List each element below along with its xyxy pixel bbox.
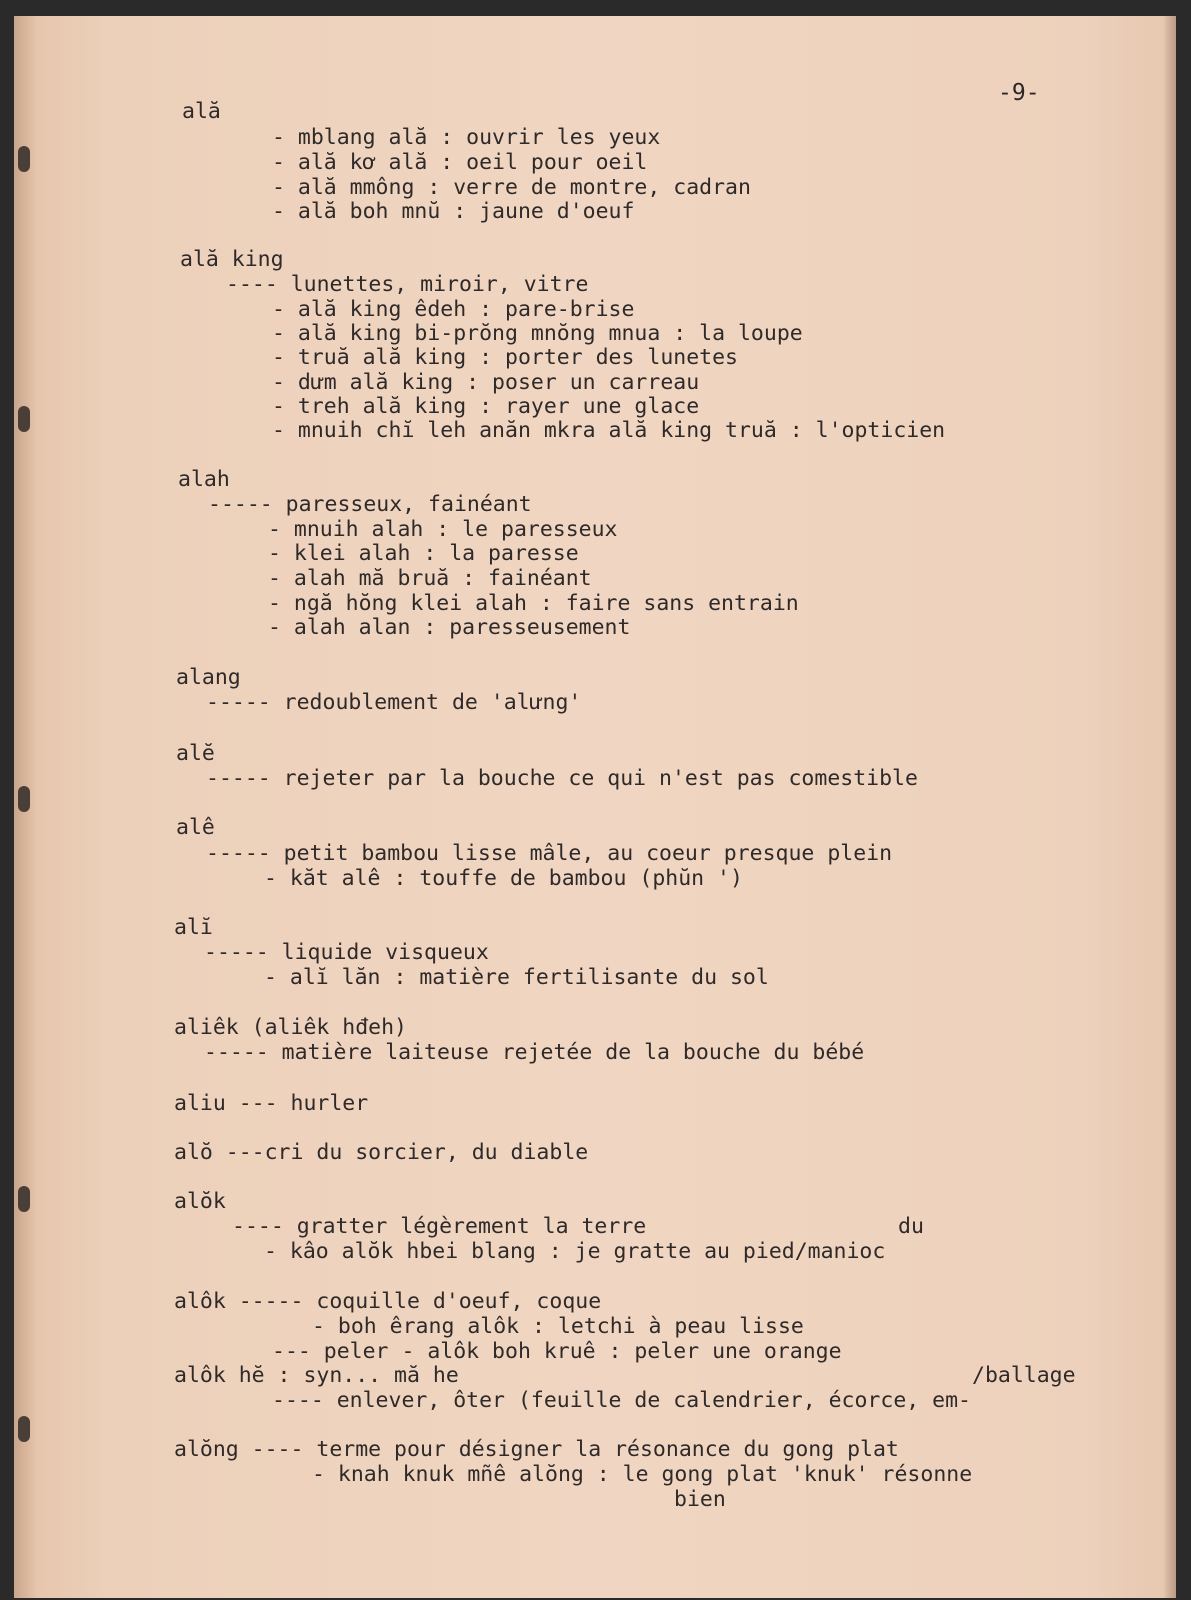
- entry-headword: alah: [178, 467, 230, 492]
- entry-headword: alĭ: [174, 915, 213, 940]
- entry-headword: alŏk: [174, 1189, 226, 1214]
- entry-headword: aliu --- hurler: [174, 1091, 369, 1116]
- entry-line: - ală king êdeh : pare-brise: [272, 297, 635, 322]
- document-page: [14, 16, 1176, 1598]
- entry-continuation: /ballage: [972, 1363, 1076, 1388]
- dictionary-text: [14, 16, 1176, 1598]
- entry-line: - ngă hŏng klei alah : faire sans entrain: [268, 591, 799, 616]
- entry-line: - kâo alŏk hbei blang : je gratte au pied/manioc: [264, 1239, 886, 1264]
- entry-line: - ală mmông : verre de montre, cadran: [272, 175, 751, 200]
- entry-line: - mnuih chĭ leh anăn mkra ală king truă : l'opticien: [272, 418, 946, 443]
- entry-headword: alŏng ---- terme pour désigner la résonance du gong plat: [174, 1437, 899, 1462]
- entry-line: - ală king bi-prŏng mnŏng mnua : la loupe: [272, 321, 803, 346]
- entry-headword: aliêk (aliêk hđeh): [174, 1015, 407, 1040]
- entry-line: - mblang ală : ouvrir les yeux: [272, 125, 661, 150]
- entry-definition: ---- enlever, ôter (feuille de calendrier, écorce, em-: [272, 1388, 971, 1413]
- entry-definition: ----- redoublement de 'alưng': [206, 690, 582, 715]
- entry-headword: alĕ: [176, 741, 215, 766]
- entry-line: --- peler - alôk boh kruê : peler une orange: [272, 1339, 842, 1364]
- entry-headword: alê: [176, 815, 215, 840]
- entry-definition: ---- lunettes, miroir, vitre: [226, 272, 589, 297]
- entry-definition: ----- liquide visqueux: [204, 940, 489, 965]
- entry-line: - boh êrang alôk : letchi à peau lisse: [312, 1314, 804, 1339]
- entry-line: - klei alah : la paresse: [268, 541, 579, 566]
- entry-line: - treh ală king : rayer une glace: [272, 394, 700, 419]
- entry-line: - kăt alê : touffe de bambou (phŭn '): [264, 866, 743, 891]
- entry-headword: ală: [182, 99, 221, 124]
- entry-definition: ----- matière laiteuse rejetée de la bouche du bébé: [204, 1040, 865, 1065]
- entry-line: - dưm ală king : poser un carreau: [272, 370, 700, 395]
- entry-line: - alah alan : paresseusement: [268, 615, 631, 640]
- entry-definition: ----- paresseux, fainéant: [208, 492, 532, 517]
- entry-definition: ----- petit bambou lisse mâle, au coeur presque plein: [206, 841, 893, 866]
- entry-line: - truă ală king : porter des lunetes: [272, 345, 738, 370]
- entry-line: - knah knuk mñê alŏng : le gong plat 'knuk' résonne: [312, 1462, 973, 1487]
- entry-line: - mnuih alah : le paresseux: [268, 517, 618, 542]
- entry-correction: du: [898, 1214, 924, 1239]
- entry-line: - alah mă bruă : fainéant: [268, 566, 592, 591]
- entry-headword: alŏ ---cri du sorcier, du diable: [174, 1140, 589, 1165]
- entry-headword: ală king: [180, 247, 284, 272]
- page-number: -9-: [998, 80, 1040, 106]
- entry-definition: ----- rejeter par la bouche ce qui n'est pas comestible: [206, 766, 918, 791]
- entry-headword: alang: [176, 665, 241, 690]
- entry-line: - ală boh mnŭ : jaune d'oeuf: [272, 199, 635, 224]
- entry-line: - alĭ lăn : matière fertilisante du sol: [264, 965, 769, 990]
- entry-headword: alôk hĕ : syn... mă he: [174, 1363, 459, 1388]
- entry-definition: ---- gratter légèrement la terre: [232, 1214, 647, 1239]
- entry-line: bien: [674, 1487, 726, 1512]
- entry-line: - ală kơ ală : oeil pour oeil: [272, 150, 648, 175]
- entry-headword: alôk ----- coquille d'oeuf, coque: [174, 1289, 602, 1314]
